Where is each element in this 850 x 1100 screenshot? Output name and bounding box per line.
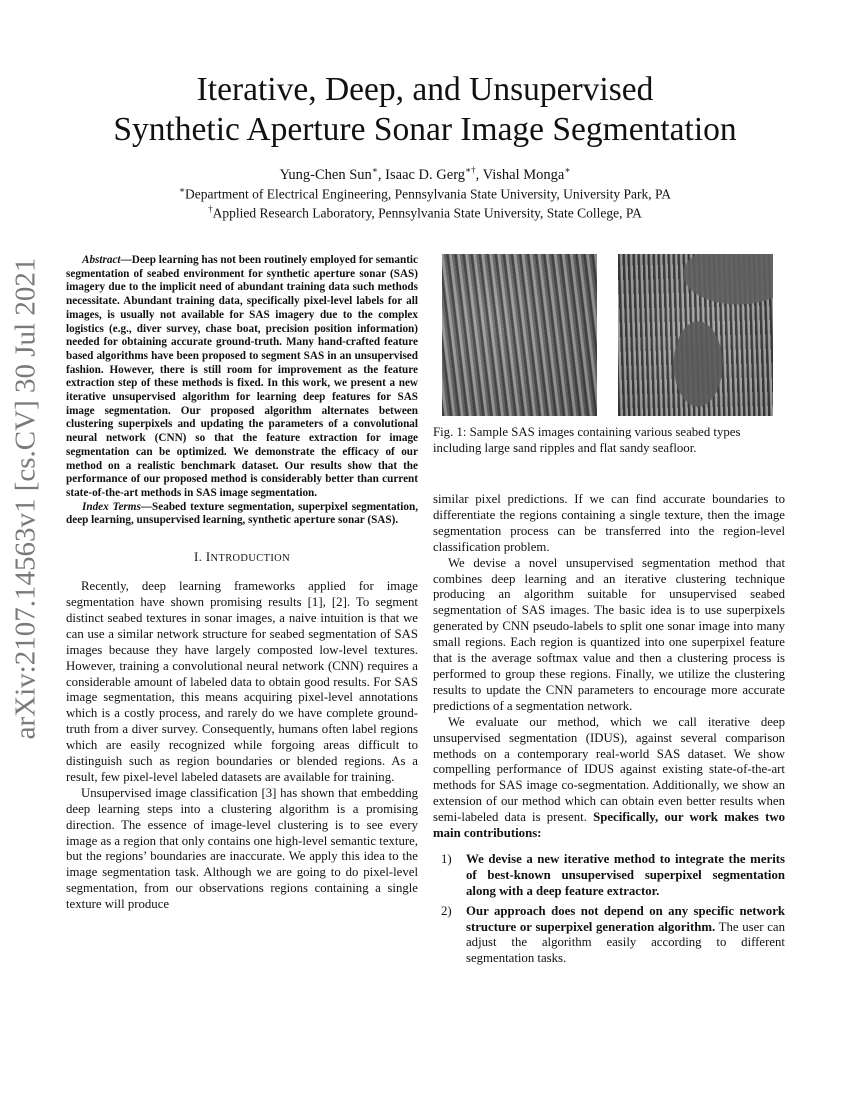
- contribution-bold: We devise a new iterative method to integrate the merits of best-known unsupervised superpixel segmentation along with a deep feature extractor.: [466, 851, 785, 898]
- left-column: [66, 254, 418, 913]
- sonar-image-sand-ripples: [442, 254, 597, 416]
- introduction-right-body: [433, 492, 785, 842]
- index-terms-text: —Seabed texture segmentation, superpixel segmentation, deep learning, unsupervised learning, synthetic aperture sonar (SAS).: [66, 500, 418, 527]
- section-heading-introduction: [66, 550, 418, 565]
- author-3: Vishal Monga: [482, 166, 565, 183]
- contributions-list: [433, 852, 785, 967]
- section-title-rest: NTRODUCTION: [210, 553, 290, 565]
- index-terms-label: Index Terms: [82, 500, 141, 513]
- figure-1-caption: Fig. 1: Sample SAS images containing various seabed types including large sand ripples and flat sandy seafloor.: [433, 425, 741, 455]
- right-column: [433, 492, 785, 971]
- intro-paragraph-5-text: We evaluate our method, which we call iterative deep unsupervised segmentation (IDUS), against several comparison methods on a contemporary real-world SAS dataset. We show compelling performance of IDUS against existing state-of-the-art methods for SAS image co-segmentation. Additionally, we show an extension of our method which can obtain even better results when semi-labeled data is present.: [433, 714, 785, 825]
- author-2: Isaac D. Gerg: [385, 166, 466, 183]
- contribution-number: 1): [441, 851, 452, 866]
- abstract: [66, 254, 418, 528]
- paper-title: [80, 70, 770, 150]
- intro-paragraph-3: similar pixel predictions. If we can find accurate boundaries to differentiate the regions containing a single texture, then the image segmentation process can be transferred into the region-level classification problem.: [433, 492, 785, 554]
- abstract-label: Abstract: [82, 254, 121, 266]
- contribution-text: The user can adjust the algorithm easily according to different segmentation tasks.: [466, 919, 785, 966]
- author-2-mark: ∗†: [465, 165, 476, 175]
- arxiv-identifier-text: arXiv:2107.14563v1 [cs.CV] 30 Jul 2021: [9, 257, 42, 739]
- author-3-mark: ∗: [564, 165, 571, 175]
- contribution-item: [433, 852, 785, 900]
- intro-paragraph-5-bold: Specifically, our work makes two main contributions:: [433, 810, 785, 841]
- affiliation-1-text: Department of Electrical Engineering, Pennsylvania State University, University Park, PA: [185, 186, 672, 202]
- intro-paragraph-1: Recently, deep learning frameworks applied for image segmentation have shown promising results [1], [2]. To segment distinct seabed textures in sonar images, a naive intuition is that we can use a similar network structure for seabed segmentation of SAS images because they have largely composted low-level textures. However, training a convolutional neural network (CNN) requires a considerable amount of labeled data to obtain good results. For SAS image segmentation, this means acquiring pixel-level annotations which is a costly process, and rarely do we have complete ground-truth from a diver survey. Consequently, humans often label regions which are easily recognized while forgoing areas difficult to distinguish such as region boundaries or blended regions. As a result, few pixel-level labeled datasets are available for training.: [66, 579, 418, 784]
- intro-paragraph-2: Unsupervised image classification [3] has shown that embedding deep learning steps into a clustering algorithm is a promising direction. The essence of image-level clustering is to see every image as a region that only contains one high-level semantic texture, but the regions’ boundaries are inaccurate. We apply this idea to the image segmentation task. Although we are going to do pixel-level segmentation, from our observations regions containing a single texture will produce: [66, 785, 418, 912]
- title-line-1: Iterative, Deep, and Unsupervised: [196, 71, 654, 108]
- introduction-left-body: [66, 579, 418, 913]
- section-title-first: I: [205, 550, 211, 565]
- section-numeral: I.: [194, 550, 206, 565]
- abstract-text: —Deep learning has not been routinely employed for semantic segmentation of seabed environment for synthetic aperture sonar (SAS) imagery due to the implicit need of abundant training data such methods necessitate. Abundant training data, specifically pixel-level labels for all images, is usually not available for SAS imagery due to the complex logistics (e.g., diver survey, chase boat, precision position information) needed for obtaining accurate ground-truth. Many hand-crafted feature based algorithms have been proposed to segment SAS in an unsupervised fashion. However, there is still room for improvement as the feature extraction step of these methods is fixed. In this work, we present a new iterative unsupervised algorithm for learning deep features for SAS image segmentation. Our proposed algorithm alternates between clustering superpixels and updating the parameters of a convolutional neural network (CNN) so that the feature extraction for image segmentation can be optimized. We demonstrate the efficacy of our method on a realistic benchmark dataset. Our results show that the performance of our proposed method is considerably better than current state-of-the-art methods in SAS image segmentation.: [66, 254, 418, 499]
- author-1-mark: ∗: [371, 165, 378, 175]
- intro-paragraph-4: We devise a novel unsupervised segmentation method that combines deep learning and an iterative clustering technique producing an algorithm suitable for unsupervised seabed segmentation of SAS images. The basic idea is to use superpixels generated by CNN pseudo-labels to split one sonar image into many small regions. Each region is quantized into one superpixel feature that is the average softmax value and then a clustering process is performed to group these regions. Finally, we utilize the clustering results to update the CNN parameters to encourage more accurate predictions of a segmentation network.: [433, 555, 785, 713]
- author-list: Yung-Chen Sun∗, Isaac D. Gerg∗†, Vishal Monga∗: [279, 165, 571, 183]
- figure-1: [442, 254, 780, 416]
- title-line-2: Synthetic Aperture Sonar Image Segmentation: [113, 111, 737, 148]
- affiliation-2-text: Applied Research Laboratory, Pennsylvania State University, State College, PA: [212, 205, 642, 221]
- contribution-item: [433, 904, 785, 968]
- sonar-image-mixed-seafloor: [618, 254, 773, 416]
- affiliation-1-mark: ∗: [178, 185, 186, 195]
- index-terms: [66, 501, 418, 528]
- affiliation-2-mark: †: [208, 204, 213, 214]
- affiliation-2: [80, 204, 770, 222]
- contribution-bold: Our approach does not depend on any specific network structure or superpixel generation algorithm.: [466, 903, 785, 934]
- arxiv-identifier: [2, 257, 50, 739]
- affiliation-1: [80, 185, 770, 203]
- author-1: Yung-Chen Sun: [279, 166, 372, 183]
- intro-paragraph-5: [433, 715, 785, 842]
- contribution-number: 2): [441, 903, 452, 918]
- abstract-paragraph: [66, 254, 418, 501]
